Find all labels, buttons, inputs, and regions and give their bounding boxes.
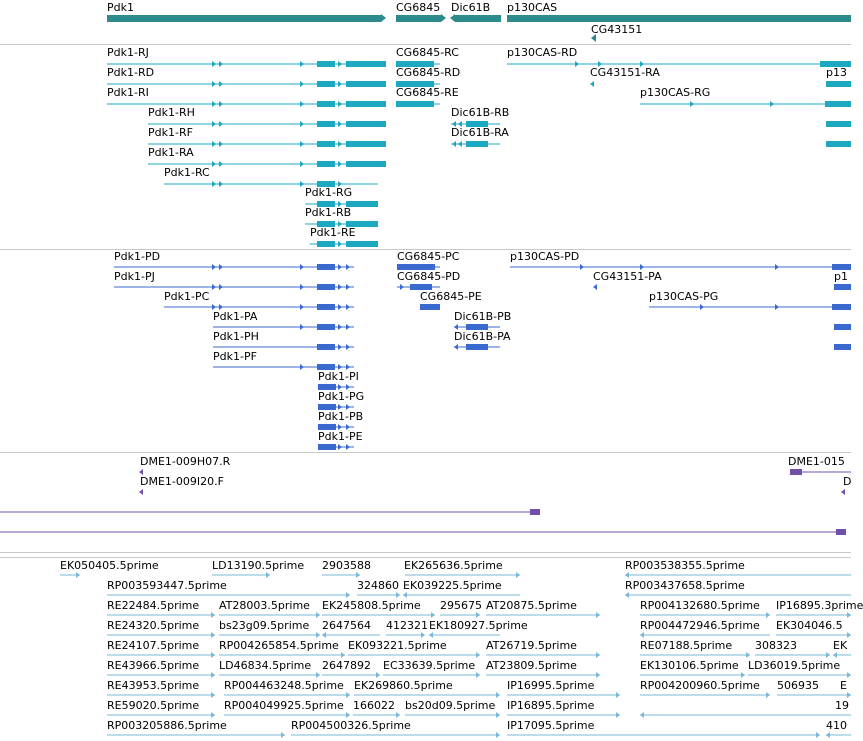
est-label[interactable]: RP004463248.5prime xyxy=(224,679,344,692)
est-label[interactable]: 412321 xyxy=(386,619,428,632)
transcript-exon[interactable] xyxy=(318,444,336,450)
est-label[interactable]: RP004200960.5prime xyxy=(640,679,760,692)
transcript-label[interactable]: Pdk1-PB xyxy=(318,410,364,423)
transcript-label[interactable]: Pdk1-PF xyxy=(213,350,257,363)
strand-arrow xyxy=(826,732,830,738)
transcript-label[interactable]: Dic61B-RA xyxy=(451,126,509,139)
transcript-exon[interactable] xyxy=(826,81,851,87)
strand-arrow xyxy=(476,612,480,618)
est-label[interactable]: EC33639.5prime xyxy=(383,659,476,672)
est-label[interactable]: RE43966.5prime xyxy=(107,659,200,672)
est-label[interactable]: RP003205886.5prime xyxy=(107,719,227,732)
strand-arrow xyxy=(211,672,215,678)
transcript-exon[interactable] xyxy=(346,61,386,67)
transcript-label[interactable]: CG6845-PD xyxy=(397,270,461,283)
clone-label[interactable]: DME1-009H07.R xyxy=(140,455,231,468)
transcript-label[interactable]: Pdk1-PC xyxy=(164,290,210,303)
strand-arrow xyxy=(212,101,216,107)
strand-arrow xyxy=(212,264,216,270)
strand-arrow xyxy=(346,444,350,450)
strand-arrow xyxy=(847,632,851,638)
transcript-label[interactable]: Pdk1-RG xyxy=(305,186,353,199)
transcript-exon[interactable] xyxy=(832,304,851,310)
strand-arrow xyxy=(596,652,600,658)
gene-label-cg6845[interactable]: CG6845 xyxy=(396,1,441,14)
est-label[interactable]: 308323 xyxy=(755,639,797,652)
strand-arrow xyxy=(338,101,342,107)
est-label[interactable]: EK245808.5prime xyxy=(322,599,421,612)
est-label[interactable]: bs20d09.5prime xyxy=(405,699,496,712)
transcript-label[interactable]: p130CAS-RG xyxy=(640,86,711,99)
transcript-label[interactable]: Pdk1-RE xyxy=(310,226,356,239)
clone-label[interactable]: DME1-015 xyxy=(788,455,845,468)
strand-arrow xyxy=(219,161,223,167)
est-label[interactable]: E xyxy=(840,679,847,692)
strand-arrow xyxy=(76,572,80,578)
strand-arrow xyxy=(766,692,770,698)
transcript-label[interactable]: Pdk1-RA xyxy=(148,146,194,159)
est-label[interactable]: RP003593447.5prime xyxy=(107,579,227,592)
strand-arrow xyxy=(300,61,304,67)
strand-arrow xyxy=(300,364,304,370)
strand-arrow xyxy=(376,672,380,678)
strand-arrow xyxy=(575,61,579,67)
est-label[interactable]: bs23g09.5prime xyxy=(219,619,310,632)
strand-arrow xyxy=(219,284,223,290)
strand-arrow xyxy=(338,264,342,270)
transcript-label[interactable]: CG43151-RA xyxy=(590,66,660,79)
strand-arrow xyxy=(766,612,770,618)
est-label[interactable]: 166022 xyxy=(353,699,395,712)
est-label[interactable]: AT28003.5prime xyxy=(219,599,310,612)
strand-arrow xyxy=(429,632,433,638)
strand-arrow xyxy=(300,264,304,270)
strand-arrow xyxy=(625,592,629,598)
strand-arrow xyxy=(580,264,584,270)
strand-arrow xyxy=(316,672,320,678)
strand-arrow xyxy=(346,324,350,330)
strand-arrow xyxy=(219,81,223,87)
strand-arrow xyxy=(300,101,304,107)
gene-label-cg43151[interactable]: CG43151 xyxy=(591,23,643,36)
transcript-exon[interactable] xyxy=(834,344,851,350)
strand-arrow xyxy=(590,81,594,87)
transcript-exon[interactable] xyxy=(317,141,335,147)
est-label[interactable]: RP003538355.5prime xyxy=(625,559,745,572)
strand-arrow xyxy=(847,612,851,618)
est-label[interactable]: 19 xyxy=(835,699,849,712)
strand-arrow xyxy=(316,632,320,638)
strand-arrow xyxy=(826,652,830,658)
transcript-label[interactable]: Pdk1-RH xyxy=(148,106,195,119)
clone-label[interactable]: D xyxy=(843,475,852,488)
strand-arrow xyxy=(700,304,704,310)
transcript-label[interactable]: Dic61B-PA xyxy=(454,330,511,343)
strand-arrow xyxy=(496,732,500,738)
est-label[interactable]: EK304046.5 xyxy=(776,619,843,632)
strand-arrow xyxy=(212,181,216,187)
est-label[interactable]: RP004049925.5prime xyxy=(224,699,344,712)
strand-arrow xyxy=(458,141,462,147)
gene-bar[interactable] xyxy=(396,15,441,22)
est-label[interactable]: RE59020.5prime xyxy=(107,699,200,712)
est-label[interactable]: 2903588 xyxy=(322,559,371,572)
est-label[interactable]: RP003437658.5prime xyxy=(625,579,745,592)
transcript-exon[interactable] xyxy=(346,81,386,87)
est-label[interactable]: 2647564 xyxy=(322,619,371,632)
transcript-exon[interactable] xyxy=(826,141,851,147)
strand-arrow xyxy=(516,572,520,578)
strand-arrow xyxy=(212,121,216,127)
transcript-exon[interactable] xyxy=(317,61,335,67)
strand-arrow xyxy=(219,121,223,127)
strand-arrow xyxy=(338,304,342,310)
strand-arrow xyxy=(338,161,342,167)
strand-arrow xyxy=(396,592,400,598)
est-label[interactable]: RP004500326.5prime xyxy=(291,719,411,732)
transcript-label[interactable]: Pdk1-RC xyxy=(164,166,210,179)
strand-arrow xyxy=(211,652,215,658)
strand-arrow xyxy=(300,81,304,87)
strand-arrow xyxy=(211,632,215,638)
strand-arrow xyxy=(316,612,320,618)
est-label[interactable]: EK050405.5prime xyxy=(60,559,159,572)
transcript-label[interactable]: p1 xyxy=(834,270,848,283)
transcript-label[interactable]: p130CAS-PG xyxy=(649,290,719,303)
strand-arrow xyxy=(593,284,597,290)
est-label[interactable]: IP16995.5prime xyxy=(507,679,595,692)
strand-arrow xyxy=(616,712,620,718)
est-label[interactable]: 324860 xyxy=(357,579,399,592)
strand-arrow xyxy=(346,264,350,270)
est-label[interactable]: 295675 xyxy=(440,599,482,612)
est-label[interactable]: 506935 xyxy=(777,679,819,692)
strand-arrow xyxy=(219,61,223,67)
strand-arrow xyxy=(346,712,350,718)
est-label[interactable]: EK xyxy=(833,639,848,652)
est-label[interactable]: AT20875.5prime xyxy=(486,599,577,612)
strand-arrow xyxy=(381,14,386,22)
transcript-exon[interactable] xyxy=(396,101,434,107)
strand-arrow xyxy=(476,672,480,678)
est-label[interactable]: LD36019.5prime xyxy=(748,659,841,672)
strand-arrow xyxy=(431,612,435,618)
strand-arrow xyxy=(454,344,458,350)
strand-arrow xyxy=(770,101,774,107)
transcript-label[interactable]: Pdk1-PI xyxy=(318,370,359,383)
transcript-label[interactable]: CG6845-RE xyxy=(396,86,459,99)
est-label[interactable]: EK180927.5prime xyxy=(429,619,528,632)
strand-arrow xyxy=(400,284,404,290)
est-label[interactable]: EK130106.5prime xyxy=(640,659,739,672)
transcript-exon[interactable] xyxy=(466,141,488,147)
est-label[interactable]: EK093221.5prime xyxy=(348,639,447,652)
transcript-label[interactable]: p130CAS-RD xyxy=(507,46,578,59)
transcript-label[interactable]: Pdk1-RJ xyxy=(107,46,149,59)
transcript-exon[interactable] xyxy=(317,81,335,87)
strand-arrow xyxy=(346,284,350,290)
transcript-label[interactable]: Pdk1-RD xyxy=(107,66,155,79)
strand-arrow xyxy=(816,732,820,738)
strand-arrow xyxy=(496,692,500,698)
strand-arrow xyxy=(841,489,845,495)
strand-arrow xyxy=(139,489,143,495)
strand-arrow xyxy=(300,304,304,310)
transcript-label[interactable]: p130CAS-PD xyxy=(510,250,580,263)
strand-arrow xyxy=(346,304,350,310)
transcript-exon[interactable] xyxy=(466,344,488,350)
strand-arrow xyxy=(625,572,629,578)
transcript-label[interactable]: Pdk1-PE xyxy=(318,430,363,443)
strand-arrow xyxy=(847,672,851,678)
transcript-label[interactable]: Pdk1-PG xyxy=(318,390,365,403)
gene-bar[interactable] xyxy=(107,15,381,22)
transcript-label[interactable]: Pdk1-PA xyxy=(213,310,258,323)
strand-arrow xyxy=(476,652,480,658)
strand-arrow xyxy=(775,304,779,310)
strand-arrow xyxy=(338,444,342,450)
strand-arrow xyxy=(346,592,350,598)
strand-arrow xyxy=(322,632,326,638)
gene-bar[interactable] xyxy=(455,15,501,22)
track-separator xyxy=(0,452,851,453)
strand-arrow xyxy=(219,141,223,147)
strand-arrow xyxy=(212,141,216,147)
transcript-exon[interactable] xyxy=(317,304,335,310)
transcript-label[interactable]: Pdk1-PD xyxy=(114,250,161,263)
strand-arrow xyxy=(741,672,745,678)
transcript-label[interactable]: CG6845-PC xyxy=(397,250,460,263)
strand-arrow xyxy=(219,101,223,107)
strand-arrow xyxy=(338,61,342,67)
strand-arrow xyxy=(338,141,342,147)
transcript-label[interactable]: Dic61B-RB xyxy=(451,106,510,119)
strand-arrow xyxy=(219,181,223,187)
gene-label-pdk1[interactable]: Pdk1 xyxy=(107,1,134,14)
est-label[interactable]: LD46834.5prime xyxy=(219,659,312,672)
strand-arrow xyxy=(300,141,304,147)
strand-arrow xyxy=(219,264,223,270)
transcript-exon[interactable] xyxy=(834,284,851,290)
strand-arrow xyxy=(690,101,694,107)
strand-arrow xyxy=(212,161,216,167)
cdna-exon[interactable] xyxy=(530,509,540,515)
est-label[interactable]: RE43953.5prime xyxy=(107,679,200,692)
transcript-exon[interactable] xyxy=(317,101,335,107)
est-label[interactable]: LD13190.5prime xyxy=(212,559,305,572)
est-label[interactable]: RE24107.5prime xyxy=(107,639,200,652)
strand-arrow xyxy=(341,652,345,658)
strand-arrow xyxy=(640,712,644,718)
strand-arrow xyxy=(338,81,342,87)
transcript-exon[interactable] xyxy=(825,101,851,107)
cdna-exon[interactable] xyxy=(790,469,802,475)
strand-arrow xyxy=(300,324,304,330)
gene-bar[interactable] xyxy=(507,15,851,22)
transcript-exon[interactable] xyxy=(834,324,851,330)
transcript-exon[interactable] xyxy=(346,241,378,247)
strand-arrow xyxy=(281,732,285,738)
strand-arrow xyxy=(266,572,270,578)
transcript-label[interactable]: CG43151-PA xyxy=(593,270,662,283)
strand-arrow xyxy=(847,692,851,698)
strand-arrow xyxy=(496,712,500,718)
transcript-label[interactable]: CG6845-RC xyxy=(396,46,459,59)
strand-arrow xyxy=(338,121,342,127)
est-label[interactable]: RP004265854.5prime xyxy=(219,639,339,652)
est-label[interactable]: AT26719.5prime xyxy=(486,639,577,652)
strand-arrow xyxy=(640,632,644,638)
est-label[interactable]: IP16895.5prime xyxy=(507,699,595,712)
transcript-exon[interactable] xyxy=(346,141,386,147)
transcript-label[interactable]: Dic61B-PB xyxy=(454,310,512,323)
strand-arrow xyxy=(211,712,215,718)
est-label[interactable]: RP004132680.5prime xyxy=(640,599,760,612)
strand-arrow xyxy=(212,284,216,290)
transcript-exon[interactable] xyxy=(826,121,851,127)
strand-arrow xyxy=(356,572,360,578)
est-label[interactable]: 2647892 xyxy=(322,659,371,672)
transcript-label[interactable]: Pdk1-RF xyxy=(148,126,193,139)
est-label[interactable]: EK039225.5prime xyxy=(403,579,502,592)
strand-arrow xyxy=(212,61,216,67)
transcript-exon[interactable] xyxy=(346,161,386,167)
clone-label[interactable]: DME1-009I20.F xyxy=(140,475,224,488)
transcript-label[interactable]: p13 xyxy=(826,66,847,79)
strand-arrow xyxy=(300,284,304,290)
strand-arrow xyxy=(396,712,400,718)
strand-arrow xyxy=(450,14,455,22)
est-label[interactable]: RE07188.5prime xyxy=(640,639,733,652)
strand-arrow xyxy=(775,264,779,270)
strand-arrow xyxy=(616,692,620,698)
est-label[interactable]: IP17095.5prime xyxy=(507,719,595,732)
track-separator xyxy=(0,552,851,553)
transcript-label[interactable]: CG6845-RD xyxy=(396,66,461,79)
transcript-exon[interactable] xyxy=(317,264,335,270)
transcript-exon[interactable] xyxy=(317,324,335,330)
est-label[interactable]: EK269860.5prime xyxy=(354,679,453,692)
strand-arrow xyxy=(211,692,215,698)
strand-arrow xyxy=(338,324,342,330)
est-label[interactable]: EK265636.5prime xyxy=(404,559,503,572)
transcript-label[interactable]: Pdk1-PJ xyxy=(114,270,155,283)
strand-arrow xyxy=(300,181,304,187)
strand-arrow xyxy=(338,241,342,247)
strand-arrow xyxy=(596,612,600,618)
est-label[interactable]: RE24320.5prime xyxy=(107,619,200,632)
transcript-exon[interactable] xyxy=(317,161,335,167)
strand-arrow xyxy=(596,672,600,678)
est-label[interactable]: AT23809.5prime xyxy=(486,659,577,672)
strand-arrow xyxy=(346,692,350,698)
transcript-exon[interactable] xyxy=(317,121,335,127)
est-label[interactable]: 410 xyxy=(826,719,847,732)
est-label[interactable]: RP004472946.5prime xyxy=(640,619,760,632)
transcript-exon[interactable] xyxy=(317,284,335,290)
strand-arrow xyxy=(346,344,350,350)
strand-arrow xyxy=(746,652,750,658)
strand-arrow xyxy=(833,652,837,658)
strand-arrow xyxy=(211,612,215,618)
strand-arrow xyxy=(421,632,425,638)
transcript-label[interactable]: Pdk1-RB xyxy=(305,206,352,219)
transcript-exon[interactable] xyxy=(346,101,386,107)
strand-arrow xyxy=(212,81,216,87)
cdna-exon[interactable] xyxy=(836,529,846,535)
strand-arrow xyxy=(403,592,407,598)
gene-label-dic61b[interactable]: Dic61B xyxy=(451,1,491,14)
strand-arrow xyxy=(452,141,456,147)
est-label[interactable]: IP16895.3prime xyxy=(776,599,863,612)
gene-label-p130cas[interactable]: p130CAS xyxy=(507,1,558,14)
transcript-label[interactable]: CG6845-PE xyxy=(420,290,482,303)
strand-arrow xyxy=(300,121,304,127)
strand-arrow xyxy=(300,161,304,167)
track-separator xyxy=(0,44,851,45)
transcript-exon[interactable] xyxy=(346,121,386,127)
transcript-label[interactable]: Pdk1-RI xyxy=(107,86,149,99)
strand-arrow xyxy=(338,344,342,350)
transcript-exon[interactable] xyxy=(317,344,335,350)
strand-arrow xyxy=(338,284,342,290)
track-separator xyxy=(0,557,851,558)
est-label[interactable]: RE22484.5prime xyxy=(107,599,200,612)
strand-arrow xyxy=(441,14,446,22)
transcript-label[interactable]: Pdk1-PH xyxy=(213,330,259,343)
transcript-exon[interactable] xyxy=(420,304,440,310)
